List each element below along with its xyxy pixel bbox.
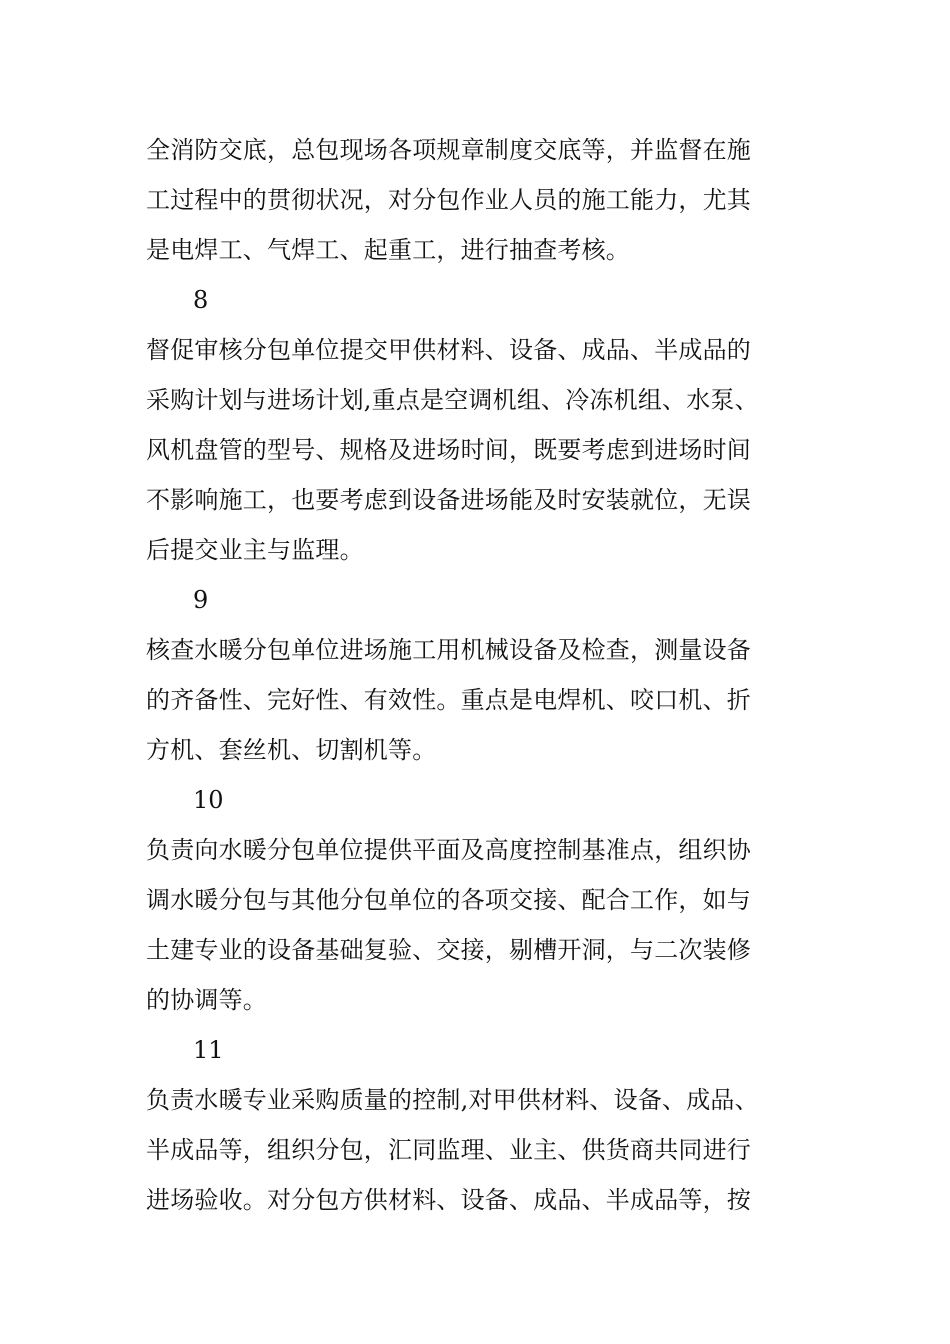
paragraph-line: 负责水暖专业采购质量的控制,对甲供材料、设备、成品、 <box>146 1086 759 1114</box>
item-number: 11 <box>193 1036 224 1064</box>
paragraph-line: 核查水暖分包单位进场施工用机械设备及检查，测量设备 <box>146 636 751 664</box>
item-number: 8 <box>193 286 209 314</box>
paragraph-line: 的齐备性、完好性、有效性。重点是电焊机、咬口机、折 <box>146 686 751 714</box>
paragraph-line: 进场验收。对分包方供材料、设备、成品、半成品等，按 <box>146 1186 751 1214</box>
paragraph-line: 督促审核分包单位提交甲供材料、设备、成品、半成品的 <box>146 336 751 364</box>
paragraph-line: 全消防交底，总包现场各项规章制度交底等，并监督在施 <box>146 136 751 164</box>
paragraph-line: 采购计划与进场计划,重点是空调机组、冷冻机组、水泵、 <box>146 386 759 414</box>
paragraph-line: 是电焊工、气焊工、起重工，进行抽查考核。 <box>146 236 630 264</box>
paragraph-line: 半成品等，组织分包，汇同监理、业主、供货商共同进行 <box>146 1136 751 1164</box>
paragraph-line: 调水暖分包与其他分包单位的各项交接、配合工作，如与 <box>146 886 751 914</box>
item-number: 10 <box>193 786 224 814</box>
paragraph-line: 风机盘管的型号、规格及进场时间，既要考虑到进场时间 <box>146 436 751 464</box>
paragraph-line: 工过程中的贯彻状况，对分包作业人员的施工能力，尤其 <box>146 186 751 214</box>
paragraph-line: 后提交业主与监理。 <box>146 536 364 564</box>
paragraph-line: 不影响施工，也要考虑到设备进场能及时安装就位，无误 <box>146 486 751 514</box>
paragraph-line: 方机、套丝机、切割机等。 <box>146 736 437 764</box>
paragraph-line: 负责向水暖分包单位提供平面及高度控制基准点，组织协 <box>146 836 751 864</box>
paragraph-line: 土建专业的设备基础复验、交接，剔槽开洞，与二次装修 <box>146 936 751 964</box>
item-number: 9 <box>193 586 209 614</box>
paragraph-line: 的协调等。 <box>146 986 267 1014</box>
